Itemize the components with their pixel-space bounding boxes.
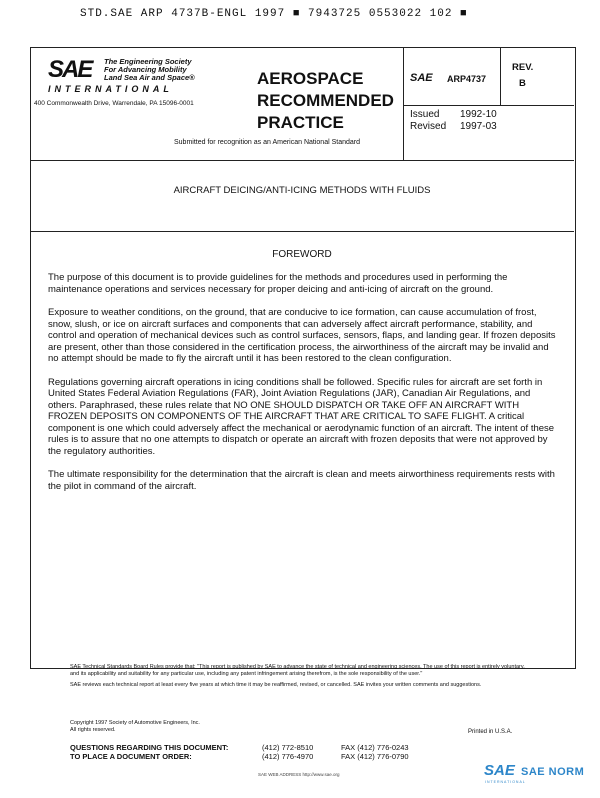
issued-label: Issued [410,109,440,120]
revised-date: 1997-03 [460,121,497,132]
printed-note: Printed in U.S.A. [468,729,513,735]
issued-date: 1992-10 [460,109,497,120]
review-note: SAE reviews each technical report at least every five years at which time it may be reaffirmed, revised, or cancelled. SAE invites your written comments and suggestions. [70,682,482,688]
paragraph: The ultimate responsibility for the determination that the aircraft is clean and meets airworthiness requirements rests with the pilot in command of the aircraft. [48,469,555,492]
revised-label: Revised [410,121,447,132]
contact-faxes: FAX (412) 776-0243 FAX (412) 776-0790 [341,743,409,761]
contact-labels: QUESTIONS REGARDING THIS DOCUMENT: TO PLACE A DOCUMENT ORDER: [70,743,229,761]
watermark-sub: INTERNATIONAL [485,780,526,784]
foreword-heading: FOREWORD [272,249,332,260]
watermark-text: SAE NORM [521,766,585,778]
sae-mark: SAE [410,72,433,84]
foreword-body [48,272,556,504]
paragraph: Regulations governing aircraft operations in icing conditions shall be followed. Specific rules for aircraft are set forth in United States Federal Aviation Regulations (FAR), Joint Aviation Regulations (JAR), Canadian Air Regulations, and others. Paraphrased, these rules relate that NO ONE SHOULD DISPATCH OR TAKE OFF AN AIRCRAFT WITH FROZEN DEPOSITS ON COMPONENTS OF THE AIRCRAFT THAT ARE CRITICAL TO SAFE FLIGHT. A critical component is one which could adversely affect the mechanical or aerodynamic function of an aircraft. The intent of these rules is to assure that no one attempts to dispatch or operate an aircraft with frozen deposits that were not approved by the regulatory authorities. [48,376,555,457]
divider [403,47,404,160]
copyright: Copyright 1997 Society of Automotive Engineers, Inc. All rights reserved. [70,720,200,733]
document-title: AIRCRAFT DEICING/ANTI-ICING METHODS WITH FLUIDS [173,185,431,196]
watermark-logo: SAE [484,762,515,779]
paragraph: The purpose of this document is to provide guidelines for the methods and procedures used in performing the maintenance operations and services necessary for proper deicing and anti-icing of aircraft on the ground. [48,272,508,295]
international-label: INTERNATIONAL [48,84,173,94]
contact-phones: (412) 772-8510 (412) 776-4970 [262,743,314,761]
submitted-note: Submitted for recognition as an American National Standard [174,139,360,146]
society-tagline: The Engineering Society For Advancing Mobility Land Sea Air and Space® [104,57,195,82]
title-block [30,161,574,232]
divider [500,47,501,105]
header-stamp: STD.SAE ARP 4737B-ENGL 1997 ■ 7943725 0553022 102 ■ [80,8,468,20]
document-type: AEROSPACE RECOMMENDED PRACTICE [257,69,394,132]
paragraph: Exposure to weather conditions, on the ground, that are conducive to ice formation, can cause accumulation of frost, snow, slush, or ice on aircraft surfaces and components that can adversely affect aircraft performance, stability, and control and operation of mechanical devices such as control surfaces, sensors, flaps, and landing gear. If frozen deposits are present, other than those considered in the certification process, the airworthiness of the aircraft may be invalid and no attempt should be made to fly the aircraft until it has been restored to the clean configuration. [48,307,556,364]
document-number: ARP4737 [447,74,487,84]
web-address: SAE WEB ADDRESS http://www.sae.org [258,772,340,777]
revision-label: REV. [512,62,534,73]
footer-notice [70,664,530,693]
revision-value: B [519,78,526,89]
document-dates [410,109,497,133]
board-rules: SAE Technical Standards Board Rules provide that: "This report is published by SAE to advance the state of technical and engineering sciences. The use of this report is entirely voluntary, and its applicability and suitability for any particular use, including any patent infringement arising therefrom, is the sole responsibility of the user." [70,664,525,677]
sae-logo: SAE [48,56,92,83]
org-address: 400 Commonwealth Drive, Warrendale, PA 15096-0001 [34,100,194,107]
divider [403,105,574,106]
